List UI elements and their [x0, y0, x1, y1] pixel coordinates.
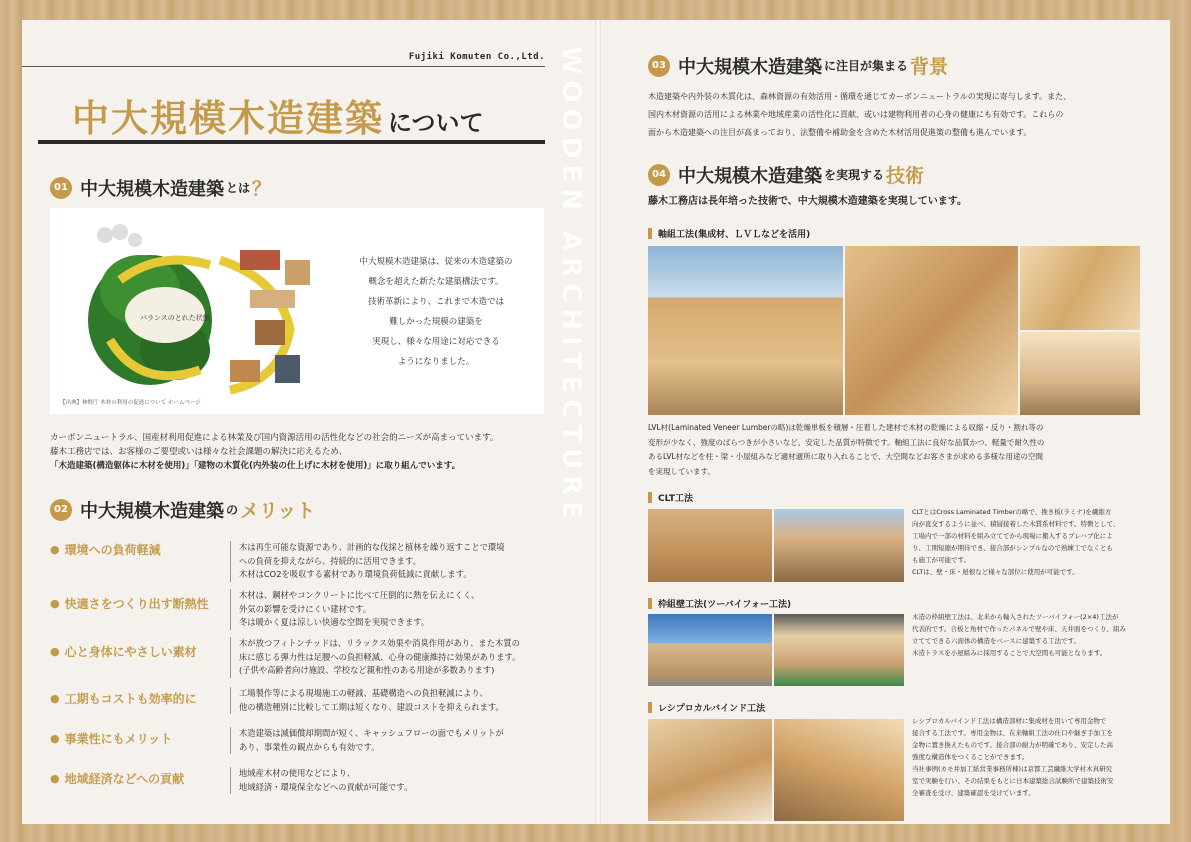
2x4-interior-photo [774, 614, 904, 686]
vertical-caption: WOODEN ARCHITECTURE [556, 46, 586, 525]
timber-frame-photo [845, 246, 1018, 415]
text-line: 木造トラスを小屋組みに採用することで大空間も可能となります。 [912, 649, 1107, 657]
illustration-caption: 【出典】林野庁 木材の利用の促進について ホームページ [60, 400, 201, 406]
desc-line: 他の構造種別に比較して工期は短くなり、建設コストを抑えられます。 [239, 701, 504, 712]
merit-description [230, 589, 547, 630]
bullet-icon: ● [50, 732, 60, 745]
section-number: 04 [648, 164, 670, 186]
method-description [648, 421, 1148, 479]
text-line: 強度な構造体をつくることができます。 [912, 753, 1029, 761]
text-line: 立ててできる六面体の構造をベースに建築する工法です。 [912, 637, 1081, 645]
text-line: レシプロカルバインド工法は構造部材に集成材を用いて専用金物で [912, 717, 1107, 725]
merit-description [230, 727, 547, 754]
section-number: 03 [648, 55, 670, 77]
method-heading [648, 491, 693, 504]
section-title: 中大規模木造建築 [80, 500, 224, 522]
merit-item [50, 637, 547, 678]
section-01-heading [50, 174, 271, 201]
text-line: も施工が可能です。 [912, 556, 970, 564]
section-accent: 技術 [886, 165, 925, 187]
merit-description [230, 637, 547, 678]
merit-label: 環境への負荷軽減 [64, 543, 161, 557]
desc-line: 冬は暖かく夏は涼しい快適な空間を実現できます。 [239, 617, 430, 627]
bullet-icon: ● [50, 772, 60, 785]
merit-description [230, 541, 547, 582]
merit-label: 心と身体にやさしい素材 [64, 645, 197, 659]
merit-item [50, 727, 547, 754]
method-title: 枠組壁工法(ツーバイフォー工法) [658, 600, 792, 610]
text-line: 当社事例(カモ井加工紙営業事務所棟)は京都工芸繊維大学村木真研究 [912, 765, 1113, 773]
method-heading [648, 701, 765, 714]
method-title: CLT工法 [658, 494, 693, 504]
intro-line: 概念を超えた新たな建築構法です。 [368, 277, 504, 287]
desc-line: 工場製作等による現場施工の軽減、基礎構造への負担軽減により、 [239, 688, 488, 698]
bullet-icon: ● [50, 645, 60, 658]
interior-hall-photo [1020, 332, 1140, 415]
text-line: り、工期短縮が期待でき、接合部がシンプルなので熟練工でなくとも [912, 544, 1113, 552]
text-line: 工場内で一部の材料を組み立ててから現場に搬入するプレハブ化によ [912, 532, 1113, 540]
desc-line: 木が放つフィトンチッドは、リラックス効果や消臭作用があり、また木質の [239, 638, 520, 648]
merit-item [50, 687, 547, 714]
desc-line: 木材は、鋼材やコンクリートに比べて圧倒的に熱を伝えにくく、 [239, 590, 480, 600]
bullet-icon: ● [50, 692, 60, 705]
bullet-icon: ● [50, 597, 60, 610]
roof-truss-photo [1020, 246, 1140, 330]
2x4-exterior-photo [648, 614, 772, 686]
para-line: 木造建築や内外装の木質化は、森林資源の有効活用・循環を通じてカーボンニュートラルの実現に寄与します。また、 [648, 92, 1072, 101]
question-mark: ？ [252, 178, 272, 200]
merit-label: 快適さをつくり出す断熱性 [64, 597, 209, 611]
text-line: LVL材(Laminated Veneer Lumberの略)は乾燥単板を積層・圧着した建材で木材の乾燥による収縮・反り・割れ等の [648, 423, 1044, 432]
merit-label: 工期もコストも効率的に [64, 692, 197, 706]
method-description [912, 506, 1147, 578]
section-mid: に注目が集まる [824, 59, 909, 73]
section-04-heading [648, 161, 924, 188]
reciprocal-joint-photo [774, 719, 904, 821]
intro-line: 中大規模木造建築は、従来の木造建築の [359, 257, 513, 267]
section-03-heading [648, 52, 948, 79]
section-suffix: とは [226, 181, 251, 195]
page-fold [595, 20, 601, 824]
text-line: 向が直交するように並べ、積層接着した木質系材料です。特徴として、 [912, 520, 1120, 528]
section-01-paragraph [50, 431, 550, 473]
clt-panel-photo [774, 509, 904, 582]
desc-line: 床に感じる弾力性は足腰への負担軽減、心身の健康維持に効果があります。 [239, 651, 521, 662]
text-line: 木造の枠組壁工法は、北米から輸入されたツーバイフォー(2×4)工法が [912, 613, 1119, 621]
merit-label: 地域経済などへの貢献 [64, 772, 185, 786]
merit-description [230, 767, 547, 794]
text-line: 金物に置き換えたものです。接合部の耐力が明確であり、安定した高 [912, 741, 1113, 749]
method-heading [648, 597, 791, 610]
text-line: あるLVL材などを柱・梁・小屋組みなど適材適所に取り入れることで、大空間などお客さまが求める多様な用途の空間 [648, 452, 1044, 461]
section-03-paragraph [648, 88, 1148, 142]
section-number: 02 [50, 499, 72, 521]
intro-line: 技術革新により、これまで木造では [367, 297, 504, 307]
section-title: 中大規模木造建築 [80, 178, 224, 200]
text-line: 室で実験を行い、その結果をもとに日本建築総合試験所で建築技術安 [912, 777, 1114, 785]
desc-line: 木は再生可能な資源であり、計画的な伐採と植林を繰り返すことで環境 [239, 542, 505, 552]
text-line: 変形が少なく、強度のばらつきが小さいなど、安定した品質が特徴です。軸組工法に良好な品質かつ、軽量で耐久性の [648, 437, 1045, 447]
merit-label: 事業性にもメリット [64, 732, 173, 746]
desc-line: への負荷を抑えながら、持続的に活用できます。 [239, 555, 421, 566]
header-rule [22, 66, 545, 67]
intro-line: ようになりました。 [397, 357, 475, 367]
text-line: 全審査を受け、建築確認を受けています。 [912, 789, 1035, 797]
title-suffix: について [388, 108, 484, 137]
section-04-lead: 藤木工務店は長年培った技術で、中大規模木造建築を実現しています。 [648, 196, 967, 207]
para-line: 「木造建築(構造躯体に木材を使用)」「建物の木質化(内外装の仕上げに木材を使用)」に取り組んでいます。 [50, 461, 461, 471]
para-line: カーボンニュートラル、国産材利用促進による林業及び国内資源活用の活性化などの社会的ニーズが高まっています。 [50, 433, 499, 443]
text-line: 接合する工法です。専用金物は、在来軸組工法の仕口や継ぎ手加工を [912, 729, 1113, 737]
text-line: CLTとはCross Laminated Timberの略で、挽き板(ラミナ)を繊維方 [912, 508, 1112, 516]
svg-text:バランスのとれた状態: バランスのとれた状態 [140, 314, 210, 322]
method-description [912, 715, 1147, 799]
section-title: 中大規模木造建築 [678, 56, 822, 78]
company-name: Fujiki Komuten Co.,Ltd. [408, 52, 545, 62]
para-line: 面から木造建築への注目が高まっており、法整備や補助金を含めた木材活用促進策の整備も進んでいます。 [648, 128, 1032, 137]
section-mid: を実現する [824, 168, 885, 182]
section-title: 中大規模木造建築 [678, 165, 822, 187]
method-title: レシプロカルバインド工法 [658, 704, 766, 714]
merit-item [50, 767, 547, 794]
title-underline [38, 140, 545, 144]
method-title: 軸組工法(集成材、ＬＶＬなどを活用) [658, 230, 811, 240]
desc-line: 木材はCO2を吸収する素材であり環境負荷低減に貢献します。 [239, 569, 472, 579]
text-line: CLTは、壁・床・屋根など様々な部位に使用が可能です。 [912, 568, 1079, 576]
merit-item [50, 589, 547, 630]
clt-interior-photo [648, 509, 772, 582]
page-title [72, 88, 484, 142]
section-number: 01 [50, 177, 72, 199]
intro-text [346, 252, 526, 372]
section-suffix: の [226, 503, 239, 517]
desc-line: (子供や高齢者向け施設、学校など親和性のある用途が多数あります) [239, 665, 495, 675]
intro-line: 難しかった規模の建築を [389, 317, 483, 327]
method-heading [648, 227, 810, 240]
intro-panel [50, 208, 544, 414]
bullet-icon: ● [50, 543, 60, 556]
intro-line: 実現し、様々な用途に対応できる [372, 337, 500, 347]
desc-line: あり、事業性の観点からも有効です。 [239, 741, 380, 752]
method-description [912, 611, 1147, 659]
construction-photo [648, 246, 843, 415]
para-line: 国内木材資源の活用による林業や地域産業の活性化に貢献、或いは建物利用者の心身の健康にも有効です。これらの [648, 110, 1064, 119]
section-accent: 背景 [910, 56, 949, 78]
title-main: 中大規模木造建築 [72, 96, 384, 140]
section-accent: メリット [240, 500, 316, 522]
merit-description [230, 687, 547, 714]
desc-line: 地域経済・環境保全などへの貢献が可能です。 [239, 781, 413, 792]
reciprocal-frame-photo [648, 719, 772, 821]
text-line: を実現しています。 [648, 466, 715, 476]
desc-line: 地域産木材の使用などにより、 [239, 768, 356, 778]
forest-cycle-illustration [80, 220, 320, 400]
merit-item [50, 541, 547, 582]
section-02-heading [50, 496, 315, 523]
para-line: 藤木工務店では、お客様のご要望或いは様々な社会課題の解決に応えるため、 [50, 447, 348, 457]
desc-line: 外気の影響を受けにくい建材です。 [239, 603, 372, 614]
text-line: 代表的です。合板と角材で作ったパネルで壁や床、天井面をつくり、組み [912, 625, 1126, 633]
desc-line: 木造建築は減価償却期間が短く、キャッシュフローの面でもメリットが [239, 728, 504, 738]
